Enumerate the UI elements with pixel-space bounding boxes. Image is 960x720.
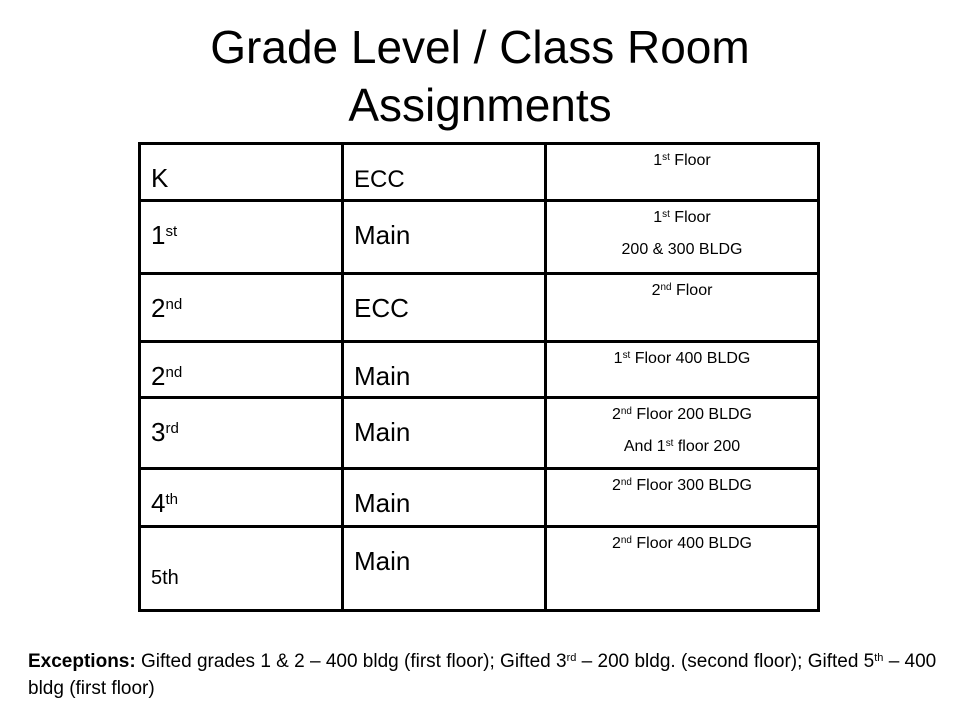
room-line: And 1st floor 200 <box>623 437 741 455</box>
building-label: ECC <box>354 166 405 193</box>
room-line: 1st Floor 400 BLDG <box>613 349 751 367</box>
building-label: Main <box>354 361 411 391</box>
table-row <box>140 342 819 398</box>
room-line: 2nd Floor 300 BLDG <box>612 476 752 494</box>
building-label: Main <box>354 220 411 250</box>
grade-label: K <box>151 163 169 193</box>
grade-cell <box>140 144 343 201</box>
table-row <box>140 201 819 274</box>
room-line: 200 & 300 BLDG <box>621 241 743 258</box>
grade-label: 1 <box>151 220 166 250</box>
table-row <box>140 527 819 611</box>
table-row <box>140 274 819 342</box>
building-label: ECC <box>354 293 409 323</box>
table-row <box>140 398 819 469</box>
table-row <box>140 144 819 201</box>
grade-cell: 1st <box>140 201 343 274</box>
building-cell <box>343 342 546 398</box>
building-label: Main <box>354 488 411 518</box>
room-line: 1st Floor <box>653 208 711 226</box>
room-cell <box>546 469 819 527</box>
exceptions-note: Exceptions: Gifted grades 1 & 2 – 400 bldg (first floor); Gifted 3rd – 200 bldg. (second floor); Gifted 5th – 400 bldg (first floor) <box>28 651 937 699</box>
room-cell <box>546 342 819 398</box>
building-cell <box>343 527 546 611</box>
room-cell <box>546 144 819 201</box>
grade-label: 2 <box>151 361 166 391</box>
room-cell <box>546 274 819 342</box>
room-cell <box>546 527 819 611</box>
room-line: 2nd Floor <box>651 281 713 299</box>
grade-cell: 4th <box>140 469 343 527</box>
grade-cell: 2nd <box>140 274 343 342</box>
building-label: Main <box>354 417 411 447</box>
room-line: 1st Floor <box>653 151 711 169</box>
building-cell <box>343 144 546 201</box>
grade-cell <box>140 527 343 611</box>
grade-label: 4 <box>151 488 166 518</box>
room-line: 2nd Floor 400 BLDG <box>612 534 752 552</box>
grade-label: 2 <box>151 293 166 323</box>
grade-cell: 2nd <box>140 342 343 398</box>
building-cell <box>343 201 546 274</box>
room-cell <box>546 398 819 469</box>
page-title: Grade Level / Class Room Assignments <box>210 21 750 131</box>
table-row <box>140 469 819 527</box>
building-label: Main <box>354 546 411 576</box>
exceptions-label: Exceptions: <box>28 651 136 672</box>
building-cell <box>343 469 546 527</box>
assignment-table <box>138 142 820 612</box>
grade-label: 3 <box>151 417 166 447</box>
room-cell <box>546 201 819 274</box>
building-cell <box>343 274 546 342</box>
building-cell <box>343 398 546 469</box>
grade-label: 5th <box>151 567 179 589</box>
grade-cell: 3rd <box>140 398 343 469</box>
room-line: 2nd Floor 200 BLDG <box>612 405 752 423</box>
